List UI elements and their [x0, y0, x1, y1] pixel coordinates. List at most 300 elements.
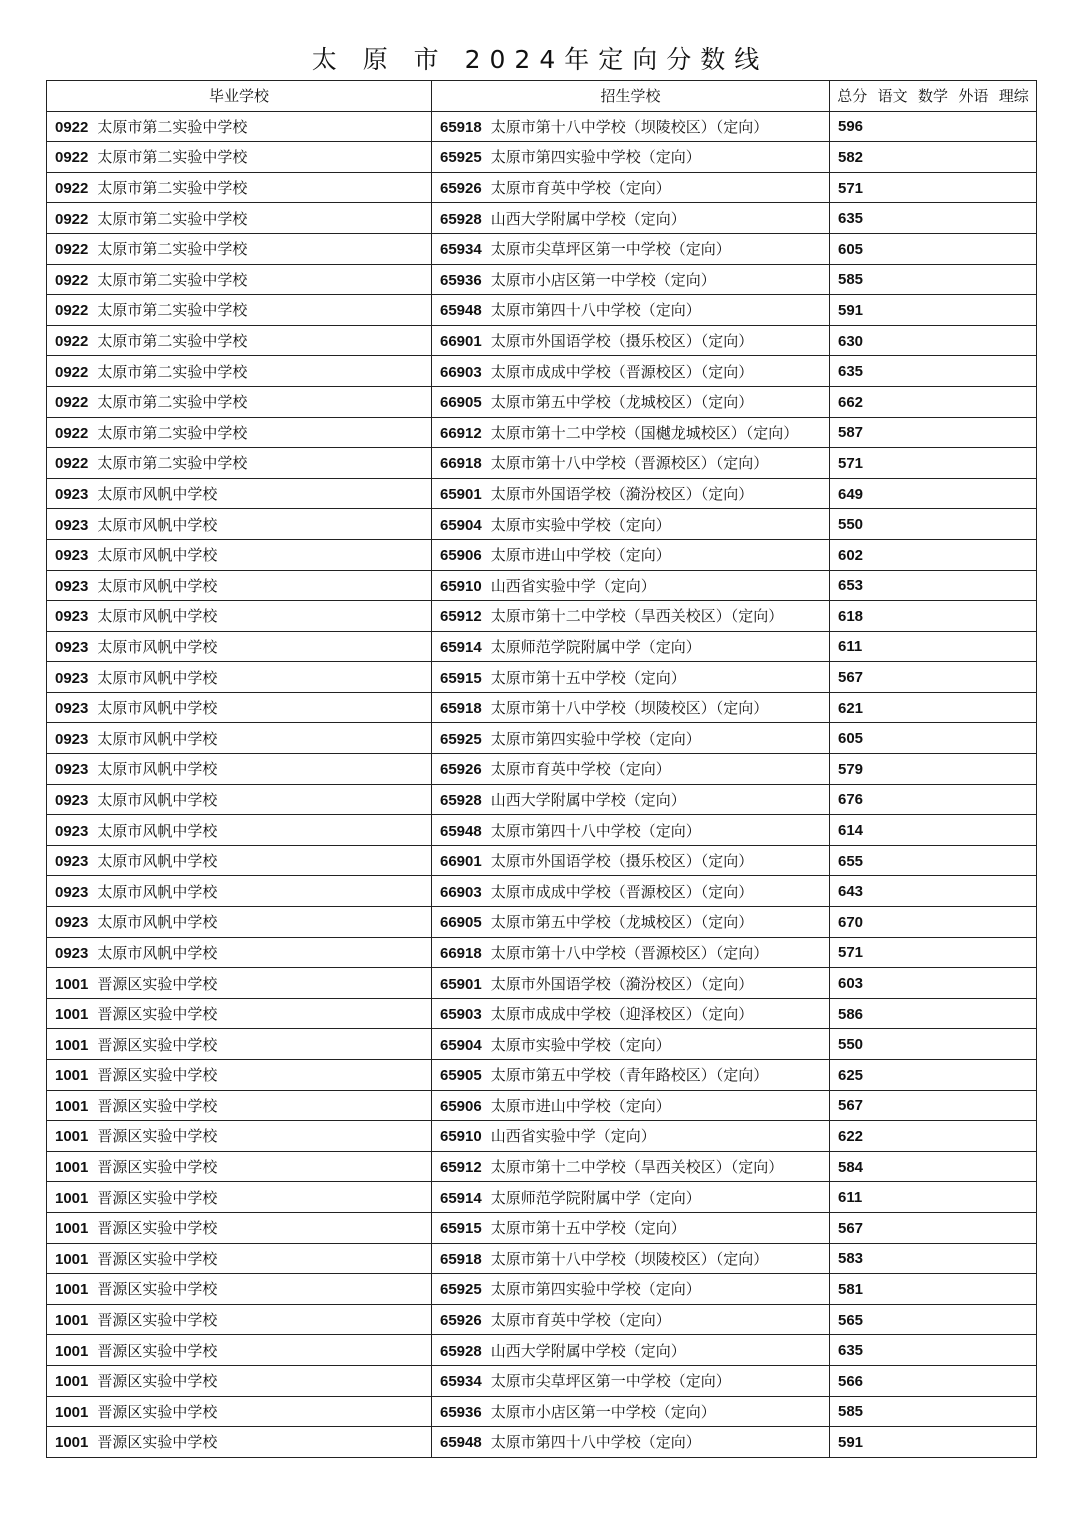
grad-school-code: 1001	[55, 1312, 89, 1330]
total-score: 550	[838, 516, 864, 534]
grad-school-code: 0923	[55, 883, 89, 901]
score-cell	[830, 570, 1037, 601]
table-row	[47, 1304, 1037, 1335]
score-cell	[830, 1212, 1037, 1243]
score-cell	[830, 631, 1037, 662]
grad-school-code: 0922	[55, 455, 89, 473]
grad-school-cell	[47, 1182, 432, 1213]
enroll-school-cell	[432, 142, 830, 173]
grad-school-name: 太原市风帆中学校	[97, 821, 218, 840]
enroll-school-name: 山西大学附属中学校（定向）	[490, 1341, 686, 1360]
grad-school-cell	[47, 1212, 432, 1243]
grad-school-code: 1001	[55, 1220, 89, 1238]
grad-school-cell	[47, 784, 432, 815]
enroll-school-cell	[432, 1274, 830, 1305]
grad-school-cell	[47, 1274, 432, 1305]
table-row	[47, 1396, 1037, 1427]
enroll-school-name: 太原市第十八中学校（坝陵校区）（定向）	[490, 117, 769, 136]
grad-school-code: 1001	[55, 1373, 89, 1391]
grad-school-cell	[47, 815, 432, 846]
grad-school-name: 太原市风帆中学校	[97, 668, 218, 687]
grad-school-code: 1001	[55, 1097, 89, 1115]
table-row	[47, 325, 1037, 356]
enroll-school-name: 太原市成成中学校（迎泽校区）（定向）	[490, 1005, 754, 1024]
enroll-school-cell	[432, 1212, 830, 1243]
grad-school-cell	[47, 1060, 432, 1091]
enroll-school-name: 太原市实验中学校（定向）	[490, 1035, 671, 1054]
enroll-school-cell	[432, 1243, 830, 1274]
grad-school-code: 1001	[55, 1434, 89, 1452]
enroll-school-name: 太原市外国语学校（摄乐校区）（定向）	[490, 852, 754, 871]
grad-school-code: 0923	[55, 700, 89, 718]
grad-school-name: 太原市第二实验中学校	[97, 179, 248, 198]
enroll-school-cell	[432, 754, 830, 785]
total-score: 567	[838, 669, 864, 687]
grad-school-name: 太原市风帆中学校	[97, 515, 218, 534]
enroll-school-code: 66903	[440, 883, 482, 901]
grad-school-name: 晋源区实验中学校	[97, 1188, 218, 1207]
grad-school-cell	[47, 1121, 432, 1152]
score-cell	[830, 1121, 1037, 1152]
grad-school-code: 1001	[55, 975, 89, 993]
grad-school-name: 晋源区实验中学校	[97, 1249, 218, 1268]
total-score: 571	[838, 454, 864, 472]
enroll-school-cell	[432, 356, 830, 387]
enroll-school-cell	[432, 539, 830, 570]
enroll-school-code: 66912	[440, 424, 482, 442]
grad-school-name: 太原市第二实验中学校	[97, 423, 248, 442]
grad-school-code: 1001	[55, 1036, 89, 1054]
grad-school-code: 0923	[55, 853, 89, 871]
grad-school-code: 0922	[55, 271, 89, 289]
enroll-school-cell	[432, 264, 830, 295]
score-cell	[830, 386, 1037, 417]
enroll-school-cell	[432, 968, 830, 999]
enroll-school-code: 65936	[440, 271, 482, 289]
grad-school-name: 太原市第二实验中学校	[97, 393, 248, 412]
grad-school-code: 0922	[55, 241, 89, 259]
grad-school-name: 晋源区实验中学校	[97, 1402, 218, 1421]
table-row	[47, 845, 1037, 876]
score-cell	[830, 998, 1037, 1029]
enroll-school-name: 太原市成成中学校（晋源校区）（定向）	[490, 882, 754, 901]
grad-school-name: 太原市风帆中学校	[97, 546, 218, 565]
table-row	[47, 631, 1037, 662]
enroll-school-cell	[432, 1029, 830, 1060]
score-cell	[830, 478, 1037, 509]
grad-school-cell	[47, 1427, 432, 1458]
table-row	[47, 539, 1037, 570]
table-row	[47, 264, 1037, 295]
enroll-school-code: 65903	[440, 1006, 482, 1024]
enroll-school-code: 65918	[440, 700, 482, 718]
grad-school-cell	[47, 723, 432, 754]
score-cell	[830, 172, 1037, 203]
grad-school-cell	[47, 448, 432, 479]
enroll-school-name: 太原市第四实验中学校（定向）	[490, 1280, 701, 1299]
grad-school-code: 0923	[55, 791, 89, 809]
table-row	[47, 907, 1037, 938]
score-table	[46, 80, 1037, 1458]
table-row	[47, 601, 1037, 632]
grad-school-cell	[47, 570, 432, 601]
enroll-school-name: 太原市外国语学校（摄乐校区）（定向）	[490, 332, 754, 351]
total-score: 585	[838, 271, 864, 289]
enroll-school-name: 太原市成成中学校（晋源校区）（定向）	[490, 362, 754, 381]
grad-school-cell	[47, 1396, 432, 1427]
total-score: 676	[838, 791, 864, 809]
grad-school-name: 太原市第二实验中学校	[97, 240, 248, 259]
page-title: 太 原 市 2024年定向分数线	[311, 45, 769, 74]
score-cell	[830, 1090, 1037, 1121]
enroll-school-name: 太原市第十二中学校（旱西关校区）（定向）	[490, 607, 784, 626]
grad-school-cell	[47, 1335, 432, 1366]
total-score: 579	[838, 760, 864, 778]
table-row	[47, 1365, 1037, 1396]
total-score: 643	[838, 883, 864, 901]
score-cell	[830, 1151, 1037, 1182]
score-cell	[830, 601, 1037, 632]
score-cell	[830, 325, 1037, 356]
table-row	[47, 233, 1037, 264]
enroll-school-code: 65904	[440, 516, 482, 534]
enroll-school-code: 65934	[440, 241, 482, 259]
enroll-school-name: 山西大学附属中学校（定向）	[490, 790, 686, 809]
grad-school-cell	[47, 907, 432, 938]
header-score-cols	[830, 81, 1037, 112]
total-score: 596	[838, 118, 864, 136]
total-score: 635	[838, 363, 864, 381]
score-cell	[830, 1304, 1037, 1335]
enroll-school-cell	[432, 1396, 830, 1427]
grad-school-name: 晋源区实验中学校	[97, 1158, 218, 1177]
enroll-school-name: 太原市第十八中学校（坝陵校区）（定向）	[490, 1249, 769, 1268]
grad-school-cell	[47, 1365, 432, 1396]
total-score: 567	[838, 1219, 864, 1237]
total-score: 625	[838, 1066, 864, 1084]
grad-school-name: 晋源区实验中学校	[97, 1035, 218, 1054]
table-row	[47, 111, 1037, 142]
grad-school-code: 0923	[55, 486, 89, 504]
grad-school-code: 0923	[55, 822, 89, 840]
total-score: 635	[838, 1342, 864, 1360]
enroll-school-name: 太原市第十二中学校（旱西关校区）（定向）	[490, 1158, 784, 1177]
score-cell	[830, 417, 1037, 448]
score-cell	[830, 509, 1037, 540]
enroll-school-code: 65901	[440, 486, 482, 504]
total-score: 571	[838, 944, 864, 962]
grad-school-code: 0922	[55, 180, 89, 198]
enroll-school-cell	[432, 631, 830, 662]
enroll-school-name: 太原市小店区第一中学校（定向）	[490, 1402, 716, 1421]
score-cell	[830, 1182, 1037, 1213]
enroll-school-code: 65904	[440, 1036, 482, 1054]
score-cell	[830, 111, 1037, 142]
table-row	[47, 570, 1037, 601]
score-cell	[830, 1060, 1037, 1091]
total-score: 605	[838, 240, 864, 258]
enroll-school-code: 65928	[440, 791, 482, 809]
enroll-school-cell	[432, 478, 830, 509]
enroll-school-cell	[432, 325, 830, 356]
enroll-school-cell	[432, 1060, 830, 1091]
score-cell	[830, 907, 1037, 938]
grad-school-code: 1001	[55, 1281, 89, 1299]
table-header-row	[47, 81, 1037, 112]
enroll-school-code: 65906	[440, 1097, 482, 1115]
table-row	[47, 968, 1037, 999]
table-row	[47, 1274, 1037, 1305]
grad-school-cell	[47, 876, 432, 907]
enroll-school-cell	[432, 1365, 830, 1396]
grad-school-code: 0922	[55, 118, 89, 136]
table-row	[47, 998, 1037, 1029]
grad-school-cell	[47, 417, 432, 448]
grad-school-code: 0923	[55, 516, 89, 534]
grad-school-cell	[47, 601, 432, 632]
grad-school-cell	[47, 386, 432, 417]
enroll-school-code: 65910	[440, 577, 482, 595]
table-body	[47, 111, 1037, 1457]
enroll-school-code: 66905	[440, 394, 482, 412]
grad-school-code: 0922	[55, 333, 89, 351]
enroll-school-name: 太原市第十二中学校（国樾龙城校区）（定向）	[490, 423, 799, 442]
enroll-school-code: 65925	[440, 149, 482, 167]
table-row	[47, 1121, 1037, 1152]
grad-school-name: 晋源区实验中学校	[97, 1066, 218, 1085]
enroll-school-code: 65915	[440, 669, 482, 687]
grad-school-name: 太原市第二实验中学校	[97, 301, 248, 320]
enroll-school-code: 65948	[440, 1434, 482, 1452]
table-row	[47, 723, 1037, 754]
grad-school-code: 1001	[55, 1159, 89, 1177]
grad-school-name: 太原市风帆中学校	[97, 729, 218, 748]
enroll-school-name: 太原市第四实验中学校（定向）	[490, 729, 701, 748]
table-row	[47, 1243, 1037, 1274]
grad-school-code: 0923	[55, 577, 89, 595]
total-score: 602	[838, 546, 864, 564]
grad-school-cell	[47, 662, 432, 693]
grad-school-code: 0923	[55, 944, 89, 962]
grad-school-code: 0923	[55, 608, 89, 626]
grad-school-cell	[47, 478, 432, 509]
enroll-school-cell	[432, 172, 830, 203]
enroll-school-name: 太原市育英中学校（定向）	[490, 760, 671, 779]
grad-school-cell	[47, 1090, 432, 1121]
table-row	[47, 1335, 1037, 1366]
score-cell	[830, 1365, 1037, 1396]
grad-school-name: 太原市风帆中学校	[97, 852, 218, 871]
grad-school-cell	[47, 845, 432, 876]
total-score: 635	[838, 210, 864, 228]
enroll-school-cell	[432, 1121, 830, 1152]
enroll-school-cell	[432, 937, 830, 968]
enroll-school-code: 65936	[440, 1403, 482, 1421]
grad-school-cell	[47, 172, 432, 203]
grad-school-name: 太原市风帆中学校	[97, 790, 218, 809]
total-score: 581	[838, 1280, 864, 1298]
enroll-school-cell	[432, 417, 830, 448]
table-row	[47, 1212, 1037, 1243]
enroll-school-name: 太原市育英中学校（定向）	[490, 179, 671, 198]
enroll-school-code: 65928	[440, 1342, 482, 1360]
grad-school-name: 晋源区实验中学校	[97, 1005, 218, 1024]
grad-school-cell	[47, 631, 432, 662]
total-score: 591	[838, 301, 864, 319]
enroll-school-cell	[432, 662, 830, 693]
score-cell	[830, 142, 1037, 173]
enroll-school-code: 66901	[440, 333, 482, 351]
grad-school-code: 1001	[55, 1342, 89, 1360]
enroll-school-name: 太原市第五中学校（龙城校区）（定向）	[490, 393, 754, 412]
table-row	[47, 692, 1037, 723]
grad-school-code: 1001	[55, 1403, 89, 1421]
grad-school-cell	[47, 692, 432, 723]
grad-school-cell	[47, 998, 432, 1029]
enroll-school-code: 66903	[440, 363, 482, 381]
enroll-school-name: 太原市第十五中学校（定向）	[490, 1219, 686, 1238]
grad-school-cell	[47, 509, 432, 540]
enroll-school-code: 65948	[440, 302, 482, 320]
enroll-school-code: 65912	[440, 608, 482, 626]
grad-school-name: 太原市第二实验中学校	[97, 270, 248, 289]
enroll-school-cell	[432, 692, 830, 723]
enroll-school-name: 太原市第四十八中学校（定向）	[490, 821, 701, 840]
table-row	[47, 1182, 1037, 1213]
score-cell	[830, 876, 1037, 907]
score-cell	[830, 692, 1037, 723]
grad-school-name: 晋源区实验中学校	[97, 974, 218, 993]
table-row	[47, 754, 1037, 785]
total-score: 571	[838, 179, 864, 197]
grad-school-cell	[47, 325, 432, 356]
grad-school-cell	[47, 295, 432, 326]
table-row	[47, 1029, 1037, 1060]
grad-school-code: 0922	[55, 302, 89, 320]
total-score: 655	[838, 852, 864, 870]
score-cell	[830, 203, 1037, 234]
enroll-school-cell	[432, 876, 830, 907]
enroll-school-name: 太原市第十五中学校（定向）	[490, 668, 686, 687]
enroll-school-name: 山西省实验中学（定向）	[490, 576, 656, 595]
enroll-school-code: 65910	[440, 1128, 482, 1146]
enroll-school-code: 65928	[440, 210, 482, 228]
enroll-school-code: 65915	[440, 1220, 482, 1238]
grad-school-cell	[47, 937, 432, 968]
grad-school-code: 0923	[55, 761, 89, 779]
table-row	[47, 448, 1037, 479]
total-score: 614	[838, 822, 864, 840]
grad-school-name: 晋源区实验中学校	[97, 1280, 218, 1299]
score-cell	[830, 968, 1037, 999]
header-total: 总分	[837, 87, 868, 106]
enroll-school-cell	[432, 998, 830, 1029]
enroll-school-cell	[432, 1182, 830, 1213]
enroll-school-name: 太原市外国语学校（漪汾校区）（定向）	[490, 485, 754, 504]
enroll-school-name: 太原市第十八中学校（坝陵校区）（定向）	[490, 699, 769, 718]
enroll-school-code: 65918	[440, 118, 482, 136]
enroll-school-name: 太原市育英中学校（定向）	[490, 1311, 671, 1330]
enroll-school-cell	[432, 203, 830, 234]
enroll-school-code: 66905	[440, 914, 482, 932]
table-row	[47, 142, 1037, 173]
enroll-school-code: 66901	[440, 853, 482, 871]
grad-school-code: 0923	[55, 914, 89, 932]
grad-school-name: 太原市风帆中学校	[97, 637, 218, 656]
total-score: 605	[838, 730, 864, 748]
table-row	[47, 1427, 1037, 1458]
grad-school-code: 1001	[55, 1067, 89, 1085]
total-score: 587	[838, 424, 864, 442]
enroll-school-name: 太原市尖草坪区第一中学校（定向）	[490, 240, 731, 259]
total-score: 622	[838, 1127, 864, 1145]
grad-school-name: 太原市风帆中学校	[97, 882, 218, 901]
grad-school-name: 晋源区实验中学校	[97, 1372, 218, 1391]
grad-school-name: 太原市风帆中学校	[97, 576, 218, 595]
grad-school-name: 太原市风帆中学校	[97, 485, 218, 504]
grad-school-cell	[47, 111, 432, 142]
grad-school-code: 0922	[55, 149, 89, 167]
total-score: 565	[838, 1311, 864, 1329]
enroll-school-name: 山西大学附属中学校（定向）	[490, 209, 686, 228]
grad-school-code: 1001	[55, 1006, 89, 1024]
grad-school-code: 0922	[55, 210, 89, 228]
score-cell	[830, 937, 1037, 968]
enroll-school-cell	[432, 845, 830, 876]
enroll-school-code: 65925	[440, 1281, 482, 1299]
enroll-school-name: 太原市小店区第一中学校（定向）	[490, 270, 716, 289]
enroll-school-name: 太原市第十八中学校（晋源校区）（定向）	[490, 454, 769, 473]
score-cell	[830, 264, 1037, 295]
total-score: 550	[838, 1036, 864, 1054]
grad-school-cell	[47, 1151, 432, 1182]
total-score: 585	[838, 1403, 864, 1421]
table-row	[47, 386, 1037, 417]
grad-school-name: 晋源区实验中学校	[97, 1433, 218, 1452]
grad-school-code: 0922	[55, 363, 89, 381]
total-score: 618	[838, 607, 864, 625]
enroll-school-cell	[432, 601, 830, 632]
score-cell	[830, 295, 1037, 326]
grad-school-cell	[47, 1029, 432, 1060]
total-score: 662	[838, 393, 864, 411]
enroll-school-cell	[432, 448, 830, 479]
total-score: 582	[838, 148, 864, 166]
grad-school-name: 晋源区实验中学校	[97, 1341, 218, 1360]
total-score: 566	[838, 1372, 864, 1390]
table-row	[47, 1060, 1037, 1091]
table-row	[47, 417, 1037, 448]
grad-school-code: 0922	[55, 394, 89, 412]
enroll-school-code: 65926	[440, 180, 482, 198]
table-row	[47, 356, 1037, 387]
total-score: 583	[838, 1250, 864, 1268]
enroll-school-code: 65925	[440, 730, 482, 748]
table-row	[47, 1151, 1037, 1182]
grad-school-name: 太原市第二实验中学校	[97, 117, 248, 136]
grad-school-name: 晋源区实验中学校	[97, 1096, 218, 1115]
enroll-school-name: 太原市第四实验中学校（定向）	[490, 148, 701, 167]
enroll-school-code: 65948	[440, 822, 482, 840]
total-score: 586	[838, 1005, 864, 1023]
grad-school-cell	[47, 264, 432, 295]
enroll-school-code: 65934	[440, 1373, 482, 1391]
score-cell	[830, 1427, 1037, 1458]
enroll-school-name: 太原市第五中学校（青年路校区）（定向）	[490, 1066, 769, 1085]
table-row	[47, 876, 1037, 907]
total-score: 670	[838, 913, 864, 931]
grad-school-code: 1001	[55, 1128, 89, 1146]
